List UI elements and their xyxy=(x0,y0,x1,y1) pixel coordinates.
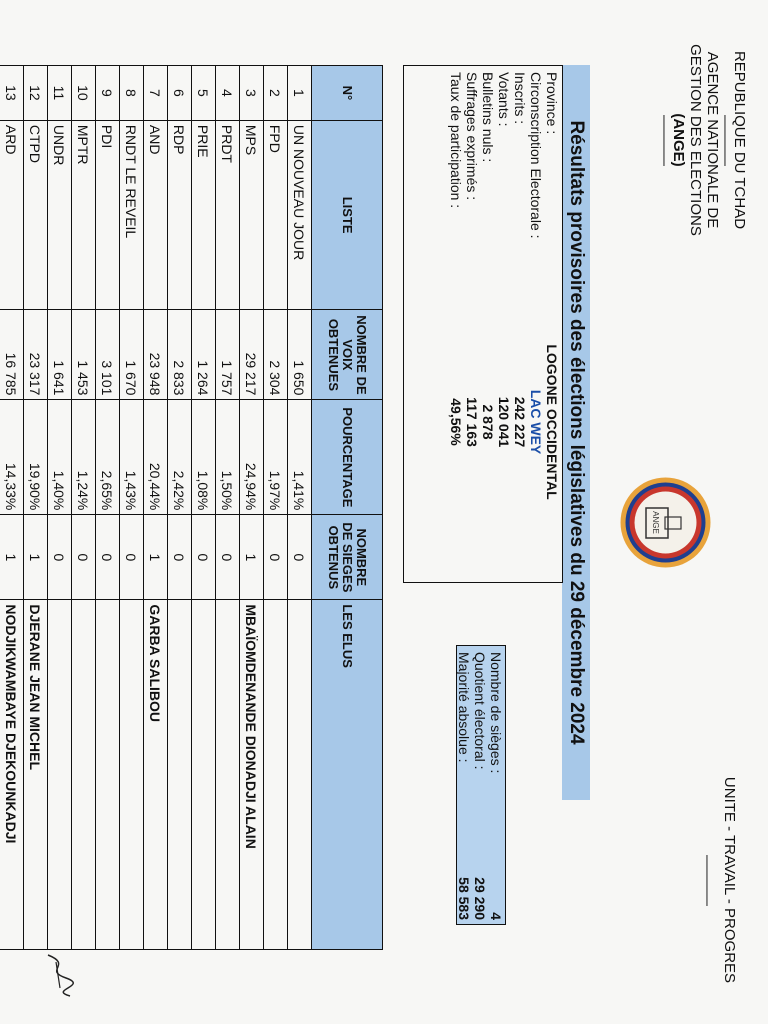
table-row xyxy=(48,66,72,950)
row-no: 13 xyxy=(0,66,24,121)
row-pct: 1,97% xyxy=(264,400,288,515)
row-voix: 23 948 xyxy=(144,310,168,400)
separator: ----------------- xyxy=(719,114,733,166)
ange-seal xyxy=(618,475,713,570)
row-liste: FPD xyxy=(264,120,288,310)
row-sieges: 0 xyxy=(288,515,312,600)
row-elus xyxy=(48,600,72,950)
row-sieges: 1 xyxy=(144,515,168,600)
row-sieges: 0 xyxy=(120,515,144,600)
suffrages-row xyxy=(464,66,480,584)
row-liste: PRDT xyxy=(216,120,240,310)
row-voix: 3 101 xyxy=(96,310,120,400)
row-pct: 2,65% xyxy=(96,400,120,515)
province-row xyxy=(544,66,560,584)
row-sieges: 0 xyxy=(216,515,240,600)
row-pct: 20,44% xyxy=(144,400,168,515)
table-row xyxy=(216,66,240,950)
row-sieges: 0 xyxy=(48,515,72,600)
suffrages-value: 117 163 xyxy=(464,397,480,447)
row-liste: RNDT LE REVEIL xyxy=(120,120,144,310)
row-liste: UN NOUVEAU JOUR xyxy=(288,120,312,310)
separator: ----------------- xyxy=(658,114,672,166)
bulletins-nuls-label: Bulletins nuls : xyxy=(480,72,496,163)
table-row xyxy=(120,66,144,950)
row-no: 11 xyxy=(48,66,72,121)
table-row xyxy=(96,66,120,950)
table-row xyxy=(0,66,24,950)
row-elus: GARBA SALIBOU xyxy=(144,600,168,950)
suffrages-label: Suffrages exprimés : xyxy=(464,72,480,201)
agency-line1: AGENCE NATIONALE DE xyxy=(704,51,721,229)
row-voix: 16 785 xyxy=(0,310,24,400)
row-voix: 23 317 xyxy=(24,310,48,400)
row-liste: AND xyxy=(144,120,168,310)
taux-label: Taux de participation : xyxy=(448,72,464,209)
row-elus: NODJIKWAMBAYE DJEKOUNKADJI xyxy=(0,600,24,950)
row-sieges: 1 xyxy=(24,515,48,600)
majorite-row xyxy=(456,646,472,926)
row-pct: 1,40% xyxy=(48,400,72,515)
majorite-value: 58 583 xyxy=(456,877,472,920)
row-pct: 14,33% xyxy=(0,400,24,515)
agency-acronym: (ANGE) xyxy=(670,113,687,167)
row-pct: 1,43% xyxy=(120,400,144,515)
table-row xyxy=(144,66,168,950)
row-liste: MPS xyxy=(240,120,264,310)
votants-row xyxy=(496,66,512,584)
circonscription-label: Circonscription Electorale : xyxy=(528,72,544,239)
seats-box xyxy=(456,645,506,925)
table-row xyxy=(240,66,264,950)
nombre-sieges-label: Nombre de sièges : xyxy=(488,652,504,774)
circonscription-row xyxy=(528,66,544,584)
table-row xyxy=(24,66,48,950)
row-voix: 2 304 xyxy=(264,310,288,400)
row-sieges: 0 xyxy=(264,515,288,600)
province-value: LOGONE OCCIDENTAL xyxy=(544,344,560,500)
header-liste: LISTE xyxy=(312,120,383,310)
row-no: 9 xyxy=(96,66,120,121)
bulletins-nuls-value: 2 878 xyxy=(480,404,496,440)
row-pct: 2,42% xyxy=(168,400,192,515)
row-sieges: 1 xyxy=(240,515,264,600)
row-no: 1 xyxy=(288,66,312,121)
signature-mark xyxy=(38,950,78,1000)
row-liste: RDP xyxy=(168,120,192,310)
row-voix: 1 650 xyxy=(288,310,312,400)
header-voix: NOMBRE DE VOIX OBTENUES xyxy=(312,310,383,400)
row-liste: CTPD xyxy=(24,120,48,310)
row-liste: MPTR xyxy=(72,120,96,310)
table-header-row xyxy=(312,66,383,950)
row-sieges: 0 xyxy=(168,515,192,600)
header-pct: POURCENTAGE xyxy=(312,400,383,515)
inscrits-row xyxy=(512,66,528,584)
header-sieges: NOMBRE DE SIEGES OBTENUS xyxy=(312,515,383,600)
row-elus: MBAÏOMDENANDE DIONADJI ALAIN xyxy=(240,600,264,950)
table-row xyxy=(264,66,288,950)
row-voix: 1 670 xyxy=(120,310,144,400)
ballot-box-seal-icon xyxy=(618,475,713,570)
row-voix: 1 757 xyxy=(216,310,240,400)
row-pct: 1,08% xyxy=(192,400,216,515)
row-no: 8 xyxy=(120,66,144,121)
row-voix: 1 641 xyxy=(48,310,72,400)
header-no: N° xyxy=(312,66,383,121)
taux-value: 49,56% xyxy=(448,398,464,446)
votants-label: Votants : xyxy=(496,72,512,127)
inscrits-value: 242 227 xyxy=(512,396,528,448)
quotient-label: Quotient électoral : xyxy=(472,652,488,770)
table-row xyxy=(192,66,216,950)
separator: ----------------- xyxy=(701,854,715,906)
row-elus xyxy=(264,600,288,950)
page-title: Résultats provisoires des élections législatives du 29 décembre 2024 xyxy=(562,65,590,800)
inscrits-label: Inscrits : xyxy=(512,72,528,125)
row-no: 10 xyxy=(72,66,96,121)
bulletins-nuls-row xyxy=(480,66,496,584)
quotient-row xyxy=(472,646,488,926)
row-pct: 1,24% xyxy=(72,400,96,515)
row-voix: 2 833 xyxy=(168,310,192,400)
row-no: 5 xyxy=(192,66,216,121)
row-voix: 1 453 xyxy=(72,310,96,400)
row-elus xyxy=(120,600,144,950)
row-elus xyxy=(288,600,312,950)
row-sieges: 0 xyxy=(96,515,120,600)
nombre-sieges-row xyxy=(488,646,504,926)
header-elus: LES ELUS xyxy=(312,600,383,950)
majorite-label: Majorité absolue : xyxy=(456,652,472,763)
votants-value: 120 041 xyxy=(496,396,512,448)
row-no: 4 xyxy=(216,66,240,121)
nombre-sieges-value: 4 xyxy=(488,912,504,920)
motto: UNITE - TRAVAIL - PROGRES xyxy=(721,776,738,984)
row-liste: ARD xyxy=(0,120,24,310)
row-elus: DJERANE JEAN MICHEL xyxy=(24,600,48,950)
row-elus xyxy=(72,600,96,950)
row-liste: PRIE xyxy=(192,120,216,310)
table-row xyxy=(168,66,192,950)
taux-row xyxy=(448,66,464,584)
row-no: 12 xyxy=(24,66,48,121)
row-no: 6 xyxy=(168,66,192,121)
row-elus xyxy=(168,600,192,950)
row-sieges: 0 xyxy=(72,515,96,600)
row-no: 7 xyxy=(144,66,168,121)
row-liste: UNDR xyxy=(48,120,72,310)
province-label: Province : xyxy=(544,72,560,135)
country-name: REPUBLIQUE DU TCHAD xyxy=(731,50,748,230)
header-left xyxy=(660,40,748,240)
circonscription-value: LAC WEY xyxy=(528,389,544,455)
header-right xyxy=(703,760,738,1000)
agency-line2: GESTION DES ELECTIONS xyxy=(687,44,704,236)
row-sieges: 0 xyxy=(192,515,216,600)
results-table xyxy=(0,65,383,950)
row-pct: 1,41% xyxy=(288,400,312,515)
seal-center-text: ANGE xyxy=(651,511,660,534)
row-elus xyxy=(96,600,120,950)
table-row xyxy=(72,66,96,950)
row-liste: PDI xyxy=(96,120,120,310)
row-no: 2 xyxy=(264,66,288,121)
row-sieges: 1 xyxy=(0,515,24,600)
row-no: 3 xyxy=(240,66,264,121)
row-elus xyxy=(216,600,240,950)
row-pct: 1,50% xyxy=(216,400,240,515)
row-pct: 24,94% xyxy=(240,400,264,515)
table-row xyxy=(288,66,312,950)
row-pct: 19,90% xyxy=(24,400,48,515)
row-elus xyxy=(192,600,216,950)
quotient-value: 29 290 xyxy=(472,877,488,920)
info-box xyxy=(403,65,563,583)
row-voix: 1 264 xyxy=(192,310,216,400)
row-voix: 29 217 xyxy=(240,310,264,400)
